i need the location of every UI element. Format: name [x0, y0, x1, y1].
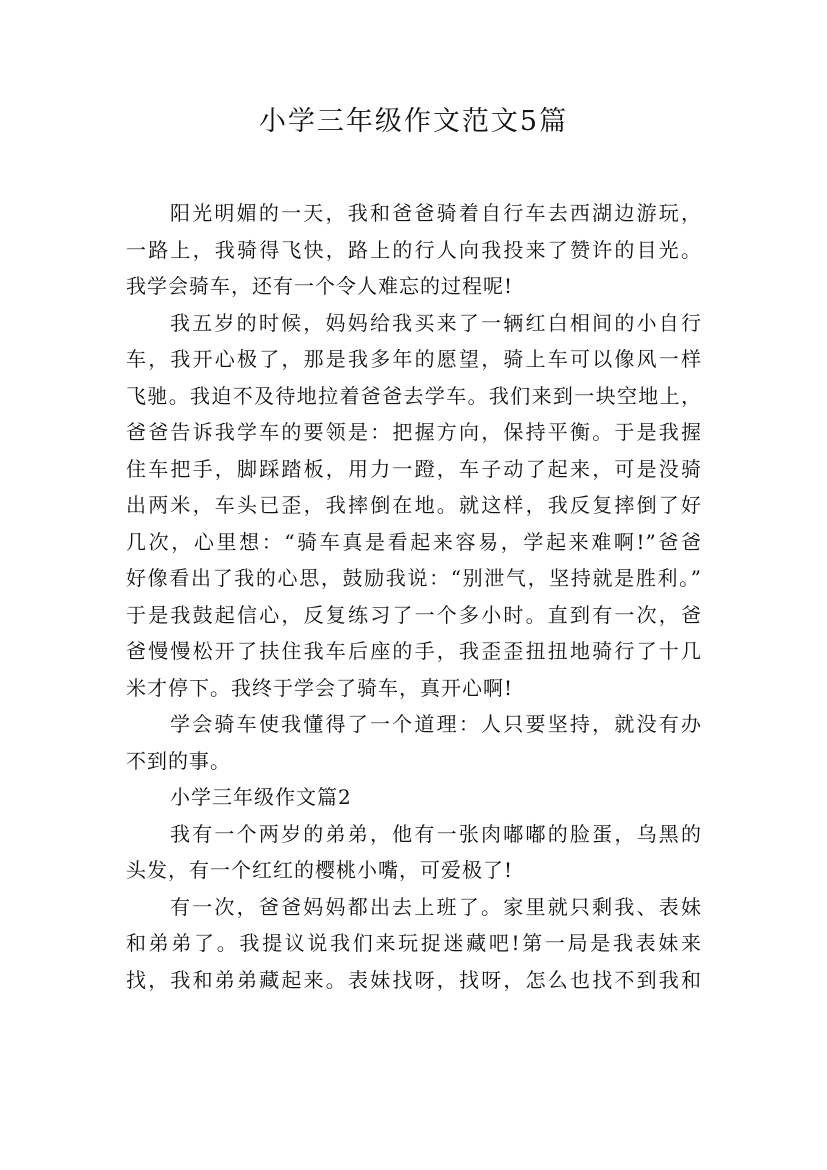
text-line: 于是我鼓起信心，反复练习了一个多小时。直到有一次，爸: [126, 602, 702, 627]
text-line: 米才停下。我终于学会了骑车，真开心啊!: [126, 675, 514, 700]
text-line: 小学三年级作文篇2: [170, 785, 352, 809]
text-line: 有一次，爸爸妈妈都出去上班了。家里就只剩我、表妹: [170, 894, 702, 919]
text-line: 几次，心里想：“骑车真是看起来容易，学起来难啊!”爸爸: [126, 529, 702, 554]
text-line: 找，我和弟弟藏起来。表妹找呀，找呀，怎么也找不到我和: [126, 967, 702, 992]
text-line: 阳光明媚的一天，我和爸爸骑着自行车去西湖边游玩，: [170, 201, 702, 225]
text-line: 我有一个两岁的弟弟，他有一张肉嘟嘟的脸蛋，乌黑的: [170, 821, 702, 846]
text-line: 爸爸告诉我学车的要领是：把握方向，保持平衡。于是我握: [126, 420, 702, 444]
text-line: 头发，有一个红红的樱桃小嘴，可爱极了!: [126, 858, 514, 882]
text-line: 我五岁的时候，妈妈给我买来了一辆红白相间的小自行: [170, 310, 702, 335]
text-line: 好像看出了我的心思，鼓励我说：“别泄气，坚持就是胜利。”: [126, 566, 702, 590]
document-title: 小学三年级作文范文5篇: [258, 106, 569, 137]
text-line: 不到的事。: [126, 748, 231, 773]
document-body: [126, 195, 702, 998]
text-line: 爸慢慢松开了扶住我车后座的手，我歪歪扭扭地骑行了十几: [126, 639, 702, 663]
text-line: 车，我开心极了，那是我多年的愿望，骑上车可以像风一样: [126, 347, 702, 371]
text-line: 出两米，车头已歪，我摔倒在地。就这样，我反复摔倒了好: [126, 493, 702, 517]
text-line: 住车把手，脚踩踏板，用力一蹬，车子动了起来，可是没骑: [126, 456, 702, 481]
text-line: 和弟弟了。我提议说我们来玩捉迷藏吧!第一局是我表妹来: [126, 931, 702, 955]
text-line: 一路上，我骑得飞快，路上的行人向我投来了赞许的目光。: [126, 237, 702, 262]
text-line: 飞驰。我迫不及待地拉着爸爸去学车。我们来到一块空地上，: [126, 383, 702, 408]
text-line: 我学会骑车，还有一个令人难忘的过程呢!: [126, 274, 514, 298]
text-line: 学会骑车使我懂得了一个道理：人只要坚持，就没有办: [170, 712, 702, 736]
